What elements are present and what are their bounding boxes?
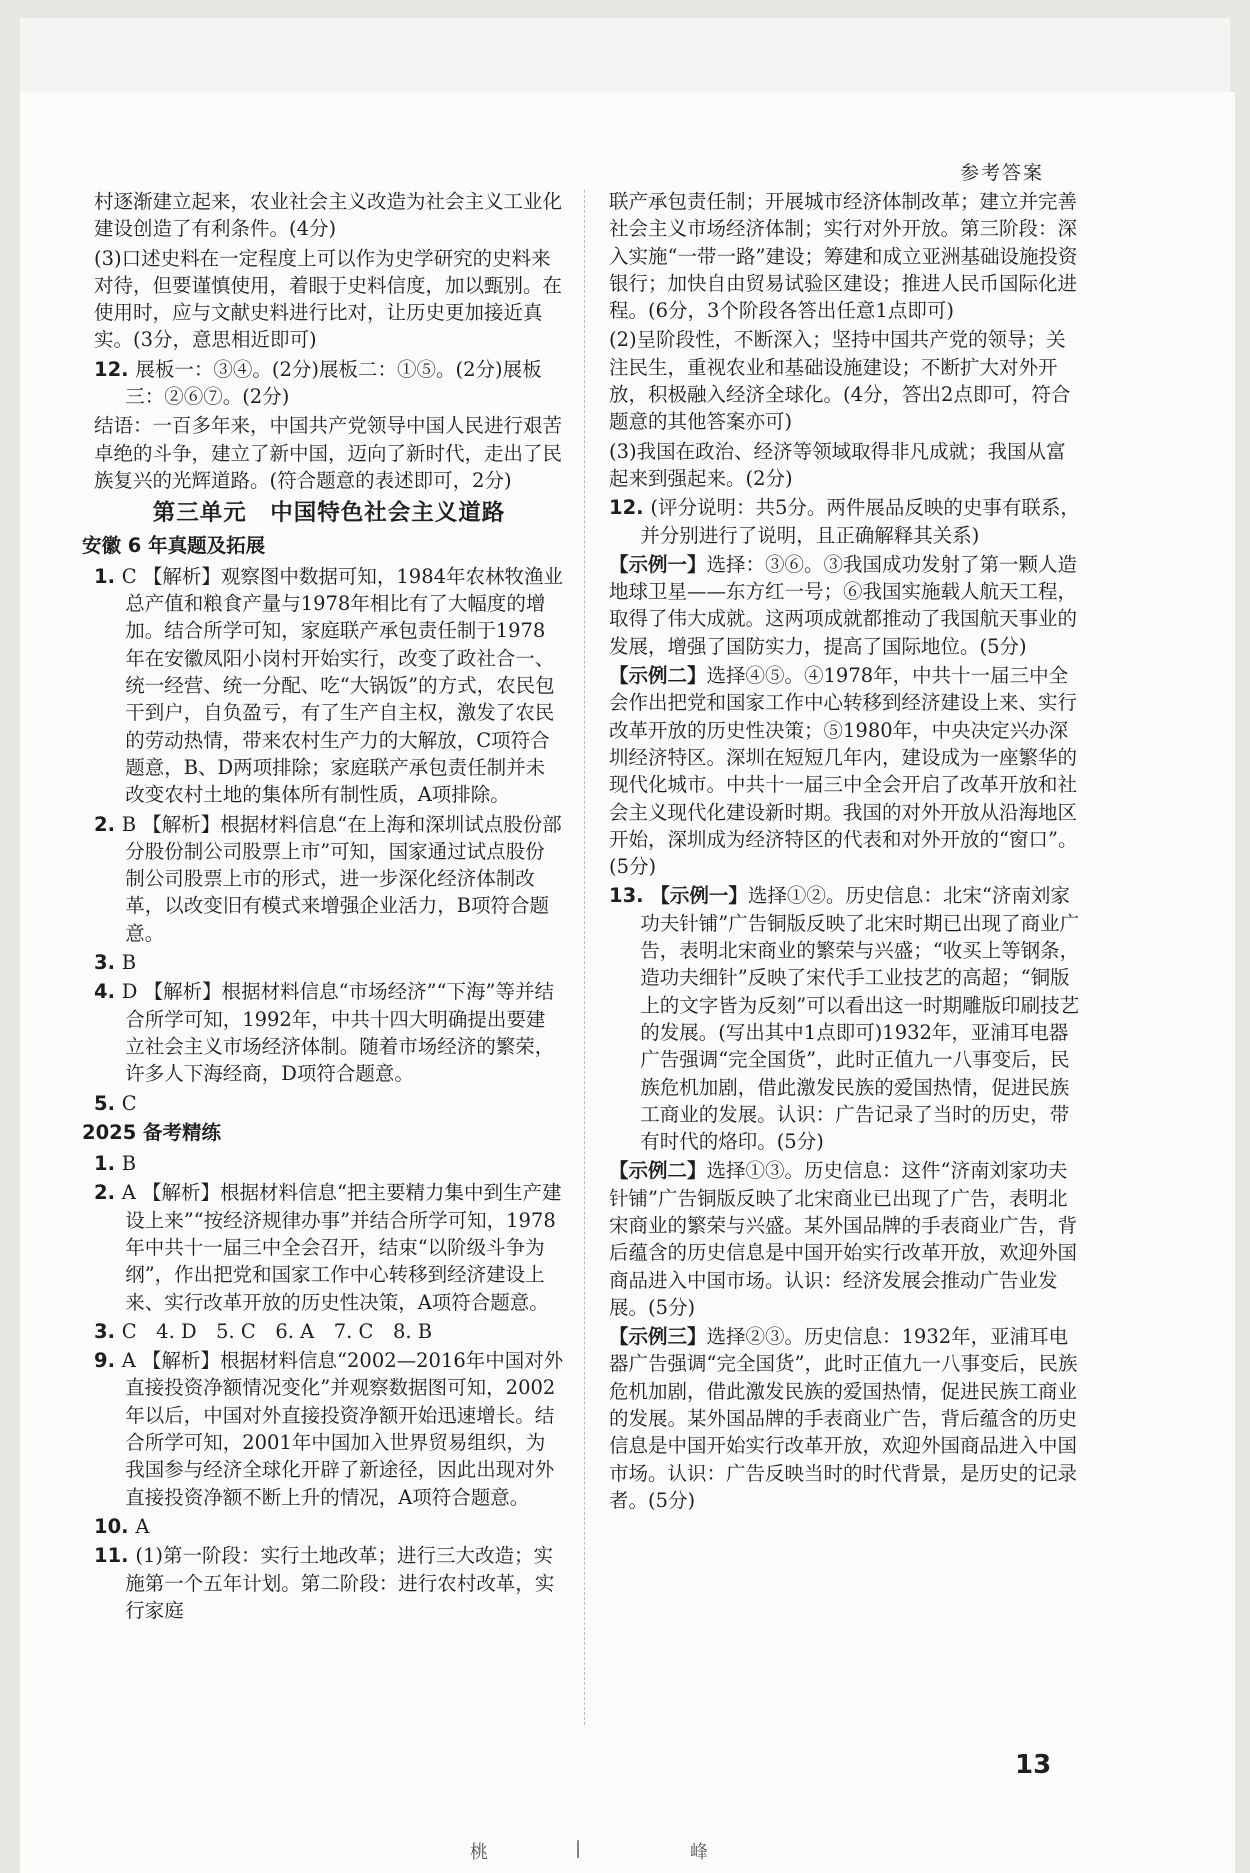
answer-item [94,949,564,976]
paragraph-text: 选择：③⑥。③我国成功发射了第一颗人造地球卫星——东方红一号；⑥我国实施载人航天工程，取得了伟大成就。这两项成就都推动了我国航天事业的发展，增强了国防实力，提高了国际地位。(5分) [609,552,1078,658]
page-number: 13 [1015,1750,1052,1780]
answer-paragraph: (2)呈阶段性，不断深入；坚持中国共产党的领导；关注民生，重视农业和基础设施建设；不断扩大对外开放，积极融入经济全球化。(4分，答出2点即可，符合题意的其他答案亦可) [609,328,1071,434]
example-tag: 【示例三】 [609,1325,707,1349]
example-paragraph [609,1157,1084,1321]
right-column [609,188,1084,1516]
section-heading: 安徽 6 年真题及拓展 [82,533,266,557]
item-number: 1. [94,564,122,588]
item-number: 11. [94,1544,136,1568]
item-text: B [121,1152,137,1176]
item-text: A 【解析】根据材料信息“把主要精力集中到生产建设上来”“按经济规律办事”并结合所学可知，1978年中共十一届三中全会召开，结束“以阶级斗争为纲”，作出把党和国家工作中心转移到经济建设上来、实行改革开放的历史性决策，A项符合题意。 [121,1181,562,1314]
answer-paragraph: 村逐渐建立起来，农业社会主义改造为社会主义工业化建设创造了有利条件。(4分) [94,190,563,241]
item-text: (1)第一阶段：实行土地改革；进行三大改造；实施第一个五年计划。第二阶段：进行农村改革，实行家庭 [125,1544,555,1622]
answer-item [94,1090,564,1117]
item-number: 1. [94,1152,122,1176]
item-text: 展板一：③④。(2分)展板二：①⑤。(2分)展板三：②⑥⑦。(2分) [125,357,542,409]
section-heading: 2025 备考精练 [82,1120,222,1144]
item-text: D 【解析】根据材料信息“市场经济”“下海”等并结合所学可知，1992年，中共十四大明确提出要建立社会主义市场经济体制。随着市场经济的繁荣，许多人下海经商，D项符合题意。 [121,980,555,1086]
answer-item [94,1150,564,1177]
item-number: 5. [94,1091,122,1115]
footer-mark: 峰 [690,1842,708,1863]
item-number: 2. [94,812,122,836]
answer-item [94,1542,564,1624]
top-margin-band [20,18,1230,93]
item-number: 13. [609,884,651,908]
column-divider [584,190,585,1725]
answer-paragraph: 结语：一百多年来，中国共产党领导中国人民进行艰苦卓绝的斗争，建立了新中国，迈向了新时代，走出了民族复兴的光辉道路。(符合题意的表述即可，2分) [94,414,563,492]
item-text: 选择①②。历史信息：北宋“济南刘家功夫针铺”广告铜版反映了北宋时期已出现了商业广告，表明北宋商业的繁荣与兴盛；“收买上等钢条，造功夫细针”反映了宋代手工业技艺的高超；“铜版上的文字皆为反刻”可以看出这一时期雕版印刷技艺的发展。(写出其中1点即可)1932年，亚浦耳电器广告强调“完全国货”，此时正值九一八事变后，民族危机加剧，借此激发民族的爱国热情，促进民族工商业的发展。认识：广告记录了当时的历史，带有时代的烙印。(5分) [640,884,1080,1154]
example-tag: 【示例二】 [609,664,707,688]
answer-item [94,356,564,411]
item-number: 9. [94,1349,122,1373]
answer-item [609,494,1084,549]
footer-mark: | [575,1838,582,1859]
item-number: 3. [94,951,122,975]
answer-item [94,1347,564,1511]
answer-item [94,1179,564,1315]
example-paragraph [609,551,1084,660]
item-number: 4. [94,980,122,1004]
item-number: 12. [94,357,136,381]
answer-paragraph: (3)口述史料在一定程度上可以作为史学研究的史料来对待，但要谨慎使用，着眼于史料信度，加以甄别。在使用时，应与文献史料进行比对，让历史更加接近真实。(3分，意思相近即可) [94,246,563,352]
item-text: B [121,951,137,975]
page-header: 参考答案 [960,162,1045,184]
item-text: A [135,1514,150,1538]
item-text: A 【解析】根据材料信息“2002—2016年中国对外直接投资净额情况变化”并观察数据图可知，2002年以后，中国对外直接投资净额开始迅速增长。结合所学可知，2001年中国加入世界贸易组织，为我国参与经济全球化开辟了新途径，因此出现对外直接投资净额不断上升的情况，A项符合题意。 [121,1349,564,1509]
item-text: B 【解析】根据材料信息“在上海和深圳试点股份部分股份制公司股票上市”可知，国家通过试点股份制公司股票上市的形式，进一步深化经济体制改革，以改变旧有模式来增强企业活力，B项符合题意。 [121,812,562,945]
answer-paragraph: 联产承包责任制；开展城市经济体制改革；建立并完善社会主义市场经济体制；实行对外开放。第三阶段：深入实施“一带一路”建设；筹建和成立亚洲基础设施投资银行；加快自由贸易试验区建设；推进人民币国际化进程。(6分，3个阶段各答出任意1点即可) [609,190,1078,323]
item-number: 12. [609,496,651,520]
item-text: (评分说明：共5分。两件展品反映的史事有联系，并分别进行了说明，且正确解释其关系) [640,496,1080,547]
answer-item [94,811,564,947]
answer-item [94,1318,564,1345]
item-text: C 4. D 5. C 6. A 7. C 8. B [121,1319,433,1343]
footer-mark: 桃 [470,1842,488,1863]
item-number: 10. [94,1514,136,1538]
example-paragraph [609,1323,1084,1514]
item-text: C [121,1091,137,1115]
answer-item [94,563,564,809]
paragraph-text: 选择②③。历史信息：1932年，亚浦耳电器广告强调“完全国货”，此时正值九一八事变后，民族危机加剧，借此激发民族的爱国热情，促进民族工商业的发展。某外国品牌的手表商业广告，背后蕴含的历史信息是中国开始实行改革开放，欢迎外国商品进入中国市场。认识：广告反映当时的时代背景，是历史的记录者。(5分) [609,1325,1078,1512]
item-number: 3. [94,1319,122,1343]
example-tag: 【示例二】 [609,1159,707,1183]
answer-item [94,1513,564,1540]
paragraph-text: 选择①③。历史信息：这件“济南刘家功夫针铺”广告铜版反映了北宋商业已出现了广告，表明北宋商业的繁荣与兴盛。某外国品牌的手表商业广告，背后蕴含的历史信息是中国开始实行改革开放，欢迎外国商品进入中国市场。认识：经济发展会推动广告业发展。(5分) [609,1159,1078,1319]
item-text: C 【解析】观察图中数据可知，1984年农林牧渔业总产值和粮食产量与1978年相比有了大幅度的增加。结合所学可知，家庭联产承包责任制于1978年在安徽凤阳小岗村开始实行，改变了政社合一、统一经营、统一分配、吃“大锅饭”的方式，农民包干到户，自负盈亏，有了生产自主权，激发了农民的劳动热情，带来农村生产力的大解放，C项符合题意，B、D两项排除；家庭联产承包责任制并未改变农村土地的集体所有制性质，A项排除。 [121,564,564,807]
answer-item [94,978,564,1087]
item-number: 2. [94,1181,122,1205]
answer-paragraph: (3)我国在政治、经济等领域取得非凡成就；我国从富起来到强起来。(2分) [609,439,1066,490]
example-tag: 【示例一】 [609,552,707,576]
unit-heading: 第三单元 中国特色社会主义道路 [152,500,506,527]
paragraph-text: 选择④⑤。④1978年，中共十一届三中全会作出把党和国家工作中心转移到经济建设上来、实行改革开放的历史性决策；⑤1980年，中央决定兴办深圳经济特区。深圳在短短几年内，建设成为一座繁华的现代化城市。中共十一届三中全会开启了改革开放和社会主义现代化建设新时期。我国的对外开放从沿海地区开始，深圳成为经济特区的代表和对外开放的“窗口”。(5分) [609,664,1078,879]
left-column [82,188,564,1626]
answer-item [609,882,1084,1155]
example-paragraph [609,662,1084,880]
example-tag: 【示例一】 [650,884,748,908]
